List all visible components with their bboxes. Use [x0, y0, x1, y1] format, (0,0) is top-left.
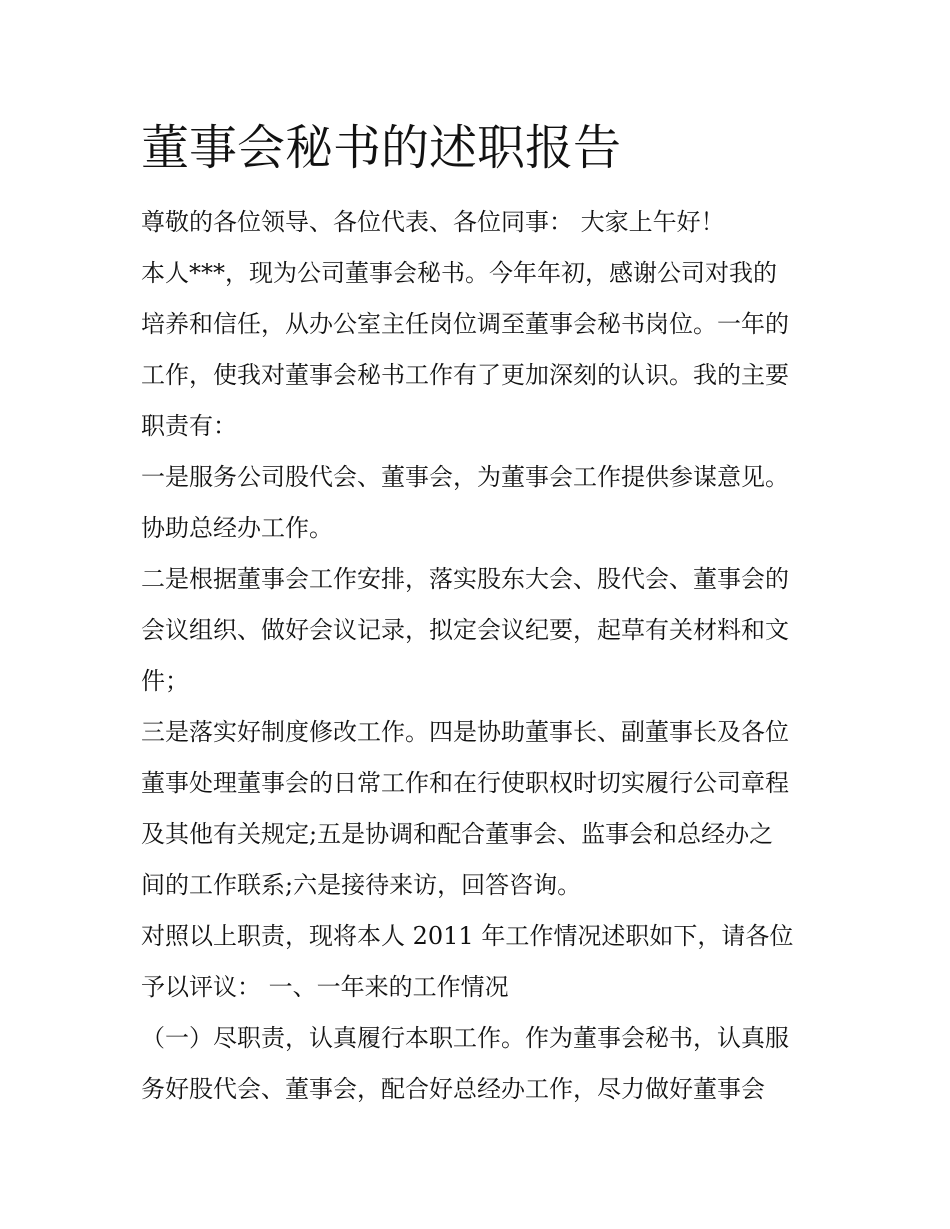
body-line: 对照以上职责，现将本人 2011 年工作情况述职如下，请各位: [141, 922, 794, 950]
body-line: 董事处理董事会的日常工作和在行使职权时切实履行公司章程: [141, 769, 789, 797]
body-line: 一是服务公司股代会、董事会，为董事会工作提供参谋意见。: [141, 463, 789, 491]
body-line: 件；: [141, 667, 189, 695]
body-line: 尊敬的各位领导、各位代表、各位同事： 大家上午好！: [141, 208, 725, 236]
body-line: 及其他有关规定;五是协调和配合董事会、监事会和总经办之: [141, 820, 774, 848]
body-line: 三是落实好制度修改工作。四是协助董事长、副董事长及各位: [141, 718, 789, 746]
body-line: 务好股代会、董事会，配合好总经办工作，尽力做好董事会: [141, 1075, 765, 1103]
body-line: 培养和信任，从办公室主任岗位调至董事会秘书岗位。一年的: [141, 310, 789, 338]
body-line: 职责有：: [141, 412, 237, 440]
body-line: 二是根据董事会工作安排，落实股东大会、股代会、董事会的: [141, 565, 789, 593]
body-line: 予以评议： 一、一年来的工作情况: [141, 973, 509, 1001]
body-line: 本人***，现为公司董事会秘书。今年年初，感谢公司对我的: [141, 259, 777, 287]
body-line: 间的工作联系;六是接待来访，回答咨询。: [141, 871, 582, 899]
body-line: 工作，使我对董事会秘书工作有了更加深刻的认识。我的主要: [141, 361, 789, 389]
body-line: （一）尽职责，认真履行本职工作。作为董事会秘书，认真服: [141, 1024, 789, 1052]
body-line: 协助总经办工作。: [141, 514, 333, 542]
document-title: 董事会秘书的述职报告: [141, 120, 622, 176]
body-line: 会议组织、做好会议记录，拟定会议纪要，起草有关材料和文: [141, 616, 789, 644]
